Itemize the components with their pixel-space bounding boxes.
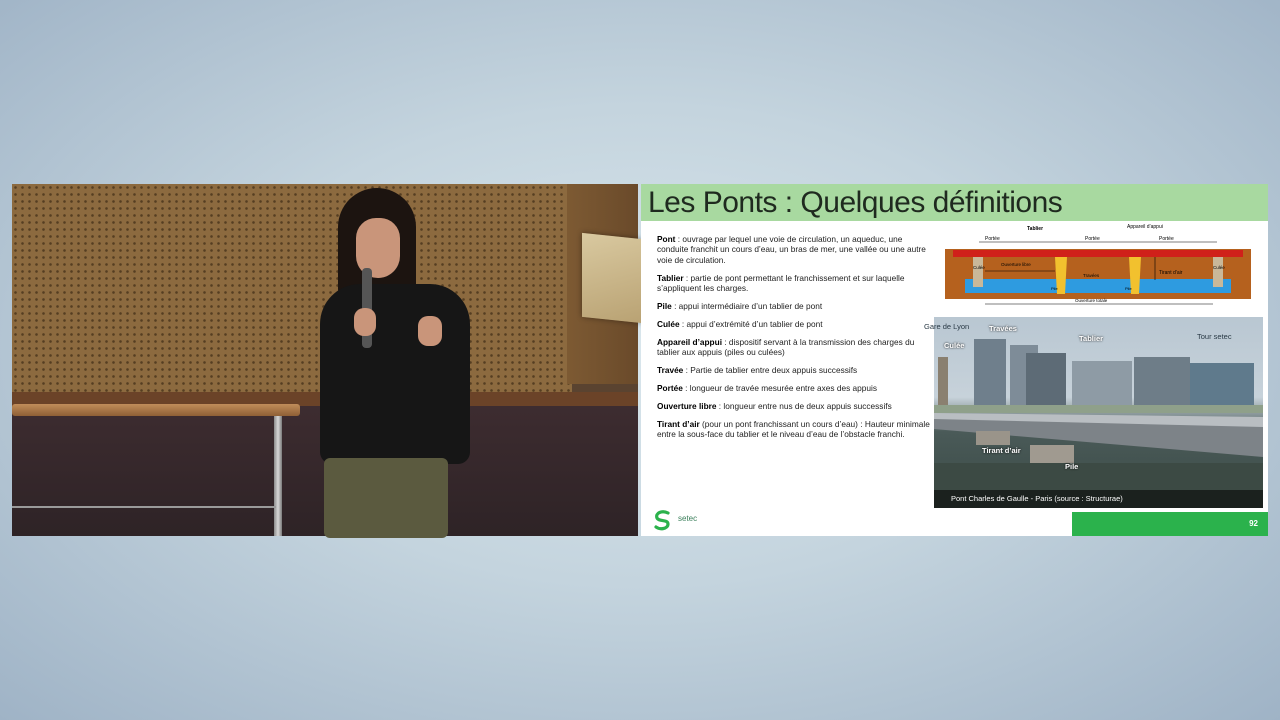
diagram-label-portee-3: Portée xyxy=(1159,236,1174,242)
definition-term: Ouverture libre xyxy=(657,400,717,411)
photo-label-travees: Travées xyxy=(989,324,1017,333)
diagram-label-tirant-air: Tirant d’air xyxy=(1159,270,1183,276)
diagram-label-portee-2: Portée xyxy=(1085,236,1100,242)
definition-tirant-air xyxy=(657,419,935,440)
setec-logo xyxy=(652,509,716,531)
setec-logo-icon xyxy=(652,509,674,531)
speaker-video xyxy=(12,184,638,536)
wall-sign xyxy=(582,233,642,323)
diagram-label-portee-1: Portée xyxy=(985,236,1000,242)
bridge-photo-scene xyxy=(934,317,1263,508)
definition-term: Travée xyxy=(657,365,684,376)
photo-label-pile: Pile xyxy=(1065,462,1079,471)
speaker-hand-left xyxy=(354,308,376,336)
slide-page-number: 92 xyxy=(1249,519,1258,528)
definition-travee xyxy=(657,365,935,375)
diagram-water xyxy=(965,279,1231,293)
diagram-label-travees: Travées xyxy=(1083,273,1100,278)
diagram-abutment-left xyxy=(973,257,983,287)
diagram-label-ouverture-libre: Ouverture libre xyxy=(1001,262,1031,267)
bridge-diagram xyxy=(945,224,1251,314)
speaker xyxy=(302,188,482,536)
definition-term: Appareil d’appui xyxy=(657,336,722,347)
definition-term: Pile xyxy=(657,301,672,312)
handrail-wire xyxy=(12,506,276,508)
diagram-label-culee-right: Culée xyxy=(1213,265,1225,270)
definition-portee xyxy=(657,383,935,393)
definition-term: Pont xyxy=(657,234,676,244)
definition-tablier xyxy=(657,273,935,294)
definition-term: Tablier xyxy=(657,272,684,283)
definition-term: Portée xyxy=(657,383,683,394)
diagram-label-tablier: Tablier xyxy=(1027,226,1044,232)
definition-ouverture-libre xyxy=(657,401,935,411)
speaker-legs xyxy=(324,458,448,538)
diagram-label-pile-2: Pile xyxy=(1125,286,1132,291)
definition-text: (pour un pont franchissant un cours d’eau) : Hauteur minimale entre la sous-face du tablier et le niveau d’eau de l’obstacle franchi. xyxy=(657,418,930,440)
diagram-label-culee-left: Culée xyxy=(973,265,985,270)
diagram-abutment-right xyxy=(1213,257,1223,287)
speaker-hand-right xyxy=(418,316,442,346)
definition-text: : appui d’extrémité d’un tablier de pont xyxy=(679,318,823,329)
definition-text: : longueur de travée mesurée entre axes des appuis xyxy=(682,383,878,394)
definition-pile xyxy=(657,301,935,311)
photo-caption: Pont Charles de Gaulle - Paris (source : Structurae) xyxy=(934,490,1263,508)
presentation-slide xyxy=(641,184,1268,536)
photo-label-culee: Culée xyxy=(944,341,965,350)
definition-text: : ouvrage par lequel une voie de circulation, un aqueduc, une conduite franchit un cours d’eau, un bras de mer, une vallée ou une autre voie de circulation. xyxy=(657,234,926,265)
photo-label-gare-de-lyon: Gare de Lyon xyxy=(924,322,970,331)
acoustic-wall xyxy=(12,184,572,404)
definition-text: : Partie de tablier entre deux appuis successifs xyxy=(683,365,858,376)
slide-title: Les Ponts : Quelques définitions xyxy=(648,186,1063,219)
definition-appareil-appui xyxy=(657,337,935,358)
diagram-label-ouverture-totale: Ouverture totale xyxy=(1075,298,1108,303)
photo-label-tablier: Tablier xyxy=(1079,334,1104,343)
photo-label-tour-setec: Tour setec xyxy=(1197,332,1232,341)
speaker-body xyxy=(320,284,470,464)
diagram-label-pile-1: Pile xyxy=(1051,286,1058,291)
definition-text: : appui intermédiaire d’un tablier de pont xyxy=(671,301,823,312)
definition-text: : partie de pont permettant le franchissement et sur laquelle s’appliquent les charges. xyxy=(657,272,905,294)
diagram-deck xyxy=(953,250,1243,257)
diagram-label-appareil-appui: Appareil d’appui xyxy=(1127,224,1163,230)
photo-label-tirant-air: Tirant d’air xyxy=(982,446,1021,455)
definition-text: : dispositif servant à la transmission des charges du tablier aux appuis (piles ou culées) xyxy=(657,336,915,358)
slide-header xyxy=(641,184,1268,221)
definition-culee xyxy=(657,319,935,329)
handrail xyxy=(12,404,300,416)
definition-text: : longueur entre nus de deux appuis successifs xyxy=(716,400,892,411)
bridge-photo xyxy=(924,317,1263,508)
definition-term: Tirant d’air xyxy=(657,418,700,429)
setec-logo-text: setec xyxy=(678,514,698,523)
definition-pont xyxy=(657,234,935,265)
handrail-post xyxy=(274,416,282,536)
definitions-list xyxy=(657,234,935,447)
definition-term: Culée xyxy=(657,318,680,329)
slide-footer-bar xyxy=(1072,512,1268,536)
